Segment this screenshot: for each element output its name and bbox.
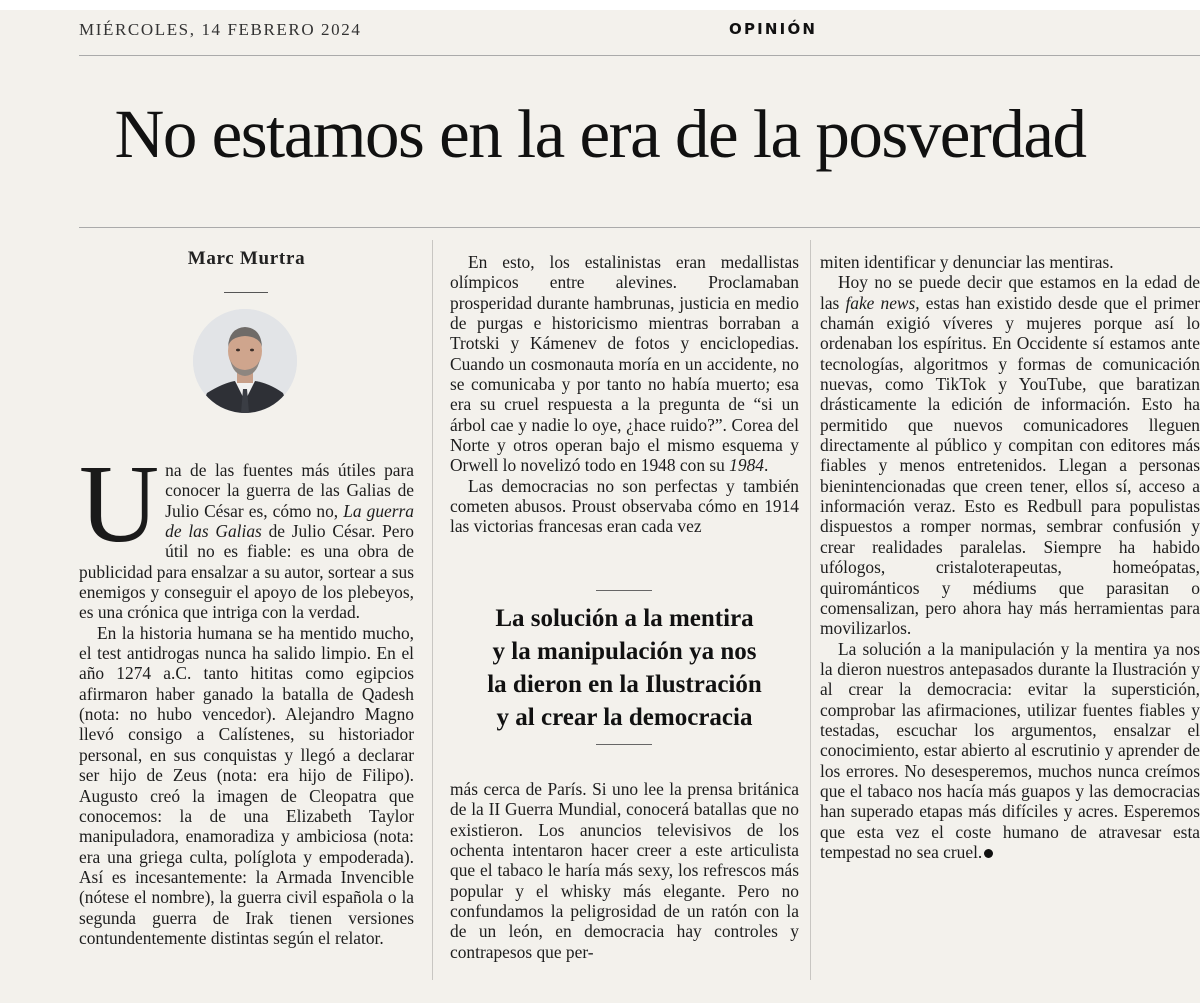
paragraph-5: Hoy no se puede decir que estamos en la edad de las fake news, estas han existido desde que el primer chamán exigió víveres y mujeres porque así lo ordenaban los espíritus. En Occidente sí estamos ante tecnologías, algoritmos y formas de comunicación nuevas, como TikTok y YouTube, que baratizan drásticamente la edición de información. Esto ha permitido que nuevos comunicadores lleguen directamente al público y compitan con editores más fiables y menos entretenidos. Llegan a personas bienintencionadas que creen tener, ellos sí, acceso a información veraz. Esto es Redbull para populistas dispuestos a romper normas, sembrar confusión y crear realidades paralelas. Siempre ha habido ufólogos, cristaloterapeutas, homeópatas, quirománticos y médiums que parasitan o comensalizan, pero ahora hay más herramientas para movilizarlos.	[820, 272, 1200, 639]
book-title: La guerra de las Galias	[165, 500, 414, 542]
paragraph-2: En la historia humana se ha mentido mucho, el test antidrogas nunca ha salido limpio. En el año 1274 a.C. tanto hititas como egipcios afirmaron haber ganado la batalla de Qadesh (nota: no hubo vencedor). Alejandro Magno llevó consigo a Calístenes, su historiador personal, en sus conquistas y llegó a declarar ser hijo de Zeus (nota: era hijo de Filipo). Augusto creó la imagen de Cleopatra que conocemos: la de una Elizabeth Taylor manipuladora, enamoradiza y ambiciosa (nota: era una griega culta, políglota y empoderada). Así es incesantemente: la Armada Invencible (nótese el nombre), la guerra civil española o la segunda guerra de Irak tienen versiones contundentemente distintas según el relator.	[79, 622, 414, 948]
end-of-article-icon	[984, 849, 993, 858]
issue-date: MIÉRCOLES, 14 FEBRERO 2024	[79, 20, 362, 39]
section-label: OPINIÓN	[729, 20, 818, 38]
pullquote-rule-bottom	[596, 744, 652, 745]
author-photo	[193, 309, 297, 413]
pullquote-line: y la manipulación ya nos	[492, 638, 757, 665]
headline-rule	[79, 227, 1200, 228]
column-divider-1	[432, 240, 433, 980]
byline-rule	[224, 292, 268, 293]
book-title-1984: 1984	[729, 455, 764, 476]
pullquote-rule-top	[596, 590, 652, 591]
body-column-2-bottom	[450, 779, 799, 962]
pullquote-line: La solución a la mentira	[495, 605, 754, 632]
column-divider-2	[810, 240, 811, 980]
pullquote	[450, 602, 799, 734]
term-fake-news: fake news,	[845, 292, 920, 313]
paragraph-6: La solución a la manipulación y la mentira ya nos la dieron nuestros antepasados durante la Ilustración y al crear la democracia: evitar la superstición, comprobar las afirmaciones, utilizar fuentes fiables y testadas, escuchar los argumentos, ensalzar el conocimiento, estar abierto al escrutinio y aprender de los errores. No desesperemos, muchos nunca creímos que el tabaco nos hacía más guapos y las democracias han superado etapas más difíciles y acres. Esperemos que esta vez el coste humano de atravesar esta tempestad no sea cruel.	[820, 638, 1200, 862]
header-rule	[79, 55, 1200, 56]
author-byline: Marc Murtra	[187, 248, 306, 269]
paragraph-3: En esto, los estalinistas eran medallistas olímpicos entre alevines. Proclamaban prosperidad durante hambrunas, justicia en medio de purgas e historicismo mientras borraban a Trotski y Kámenev de fotos y enciclopedias. Cuando un cosmonauta moría en un accidente, no se comunicaba y por tanto no había muerto; esa era su cruel respuesta a la pregunta de “si un árbol cae y nadie lo oye, ¿hace ruido?”. Corea del Norte y otros operan bajo el mismo esquema y Orwell lo novelizó todo en 1948 con su 1984.	[450, 252, 799, 476]
body-column-2-top	[450, 252, 799, 537]
body-column-1	[79, 443, 414, 948]
paragraph-4-end: miten identificar y denunciar las mentiras.	[820, 252, 1114, 272]
paragraph-4-continued: más cerca de París. Si uno lee la prensa británica de la II Guerra Mundial, conocerá batallas que no existieron. Los anuncios televisivos de los ochenta intentaron hacer creer a este articulista que el tabaco le haría más sexy, los refrescos más popular y el whisky más elegante. Pero no confundamos la peligrosidad de un ratón con la de un león, en democracia hay controles y contrapesos que per-	[450, 779, 799, 962]
author-portrait-icon	[193, 309, 297, 413]
drop-cap: U	[79, 443, 160, 566]
body-column-3	[820, 252, 1200, 862]
paragraph-1: Una de las fuentes más útiles para conocer la guerra de las Galias de Julio César es, cómo no, La guerra de las Galias de Julio César. Pero útil no es fiable: es una obra de publicidad para ensalzar a su autor, sortear a sus enemigos y conseguir el apoyo de los plebeyos, es una crónica que intriga con la verdad.	[79, 443, 414, 623]
pullquote-line: la dieron en la Ilustración	[487, 671, 762, 698]
top-band	[0, 0, 1200, 10]
headline: No estamos en la era de la posverdad	[114, 96, 1086, 172]
pullquote-line: y al crear la democracia	[496, 704, 753, 731]
paragraph-4: Las democracias no son perfectas y también cometen abusos. Proust observaba cómo en 1914 las victorias francesas eran cada vez	[450, 475, 799, 537]
